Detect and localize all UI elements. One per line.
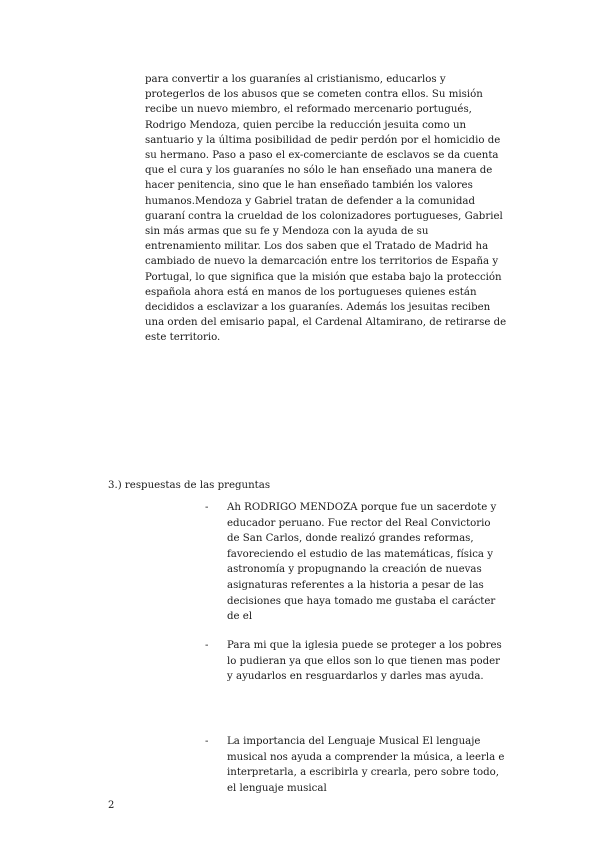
bullet-dash: - (205, 640, 209, 651)
answer-item (205, 638, 505, 685)
answer-text: La importancia del Lenguaje Musical El lenguaje musical nos ayuda a comprender la música, a leerla e interpretarla, a escribirla y crearla, pero sobre todo, el lenguaje musical (227, 736, 505, 794)
page-number: 2 (108, 800, 115, 811)
answer-item (205, 734, 505, 796)
bullet-dash: - (205, 502, 209, 513)
answer-text: Ah RODRIGO MENDOZA porque fue un sacerdote y educador peruano. Fue rector del Real Convictorio de San Carlos, donde realizó grandes reformas, favoreciendo el estudio de las matemáticas, física y astronomía y propugnando la creación de nuevas asignaturas referentes a la historia a pesar de las decisiones que haya tomado me gustaba el carácter de el (227, 502, 497, 623)
bullet-dash: - (205, 736, 209, 747)
answer-text: Para mi que la iglesia puede se proteger a los pobres lo pudieran ya que ellos son lo que tienen mas poder y ayudarlos en resguardarlos y darles mas ayuda. (227, 640, 502, 683)
section-heading: 3.) respuestas de las preguntas (108, 480, 271, 491)
answer-item (205, 500, 505, 625)
body-paragraph: para convertir a los guaraníes al cristianismo, educarlos y protegerlos de los abusos que se cometen contra ellos. Su misión recibe un nuevo miembro, el reformado mercenario portugués, Rodrigo Mendoza, quien percibe la reducción jesuita como un santuario y la última posibilidad de pedir perdón por el homicidio de su hermano. Paso a paso el ex-comerciante de esclavos se da cuenta que el cura y los guaraníes no sólo le han enseñado una manera de hacer penitencia, sino que le han enseñado también los valores humanos.Mendoza y Gabriel tratan de defender a la comunidad guaraní contra la crueldad de los colonizadores portugueses, Gabriel sin más armas que su fe y Mendoza con la ayuda de su entrenamiento militar. Los dos saben que el Tratado de Madrid ha cambiado de nuevo la demarcación entre los territorios de España y Portugal, lo que significa que la misión que estaba bajo la protección española ahora está en manos de los portugueses quienes están decididos a esclavizar a los guaraníes. Además los jesuitas reciben una orden del emisario papal, el Cardenal Altamirano, de retirarse de este territorio. (145, 74, 507, 344)
